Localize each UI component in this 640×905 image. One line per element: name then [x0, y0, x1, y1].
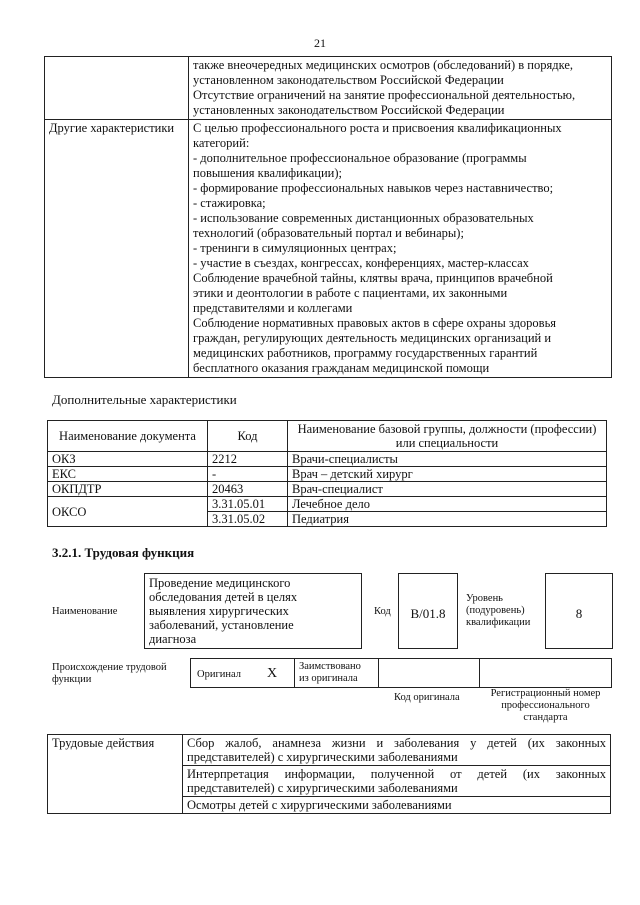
- text-line: - дополнительное профессиональное образование (программы: [193, 151, 527, 165]
- text-line: представителями и коллегами: [193, 301, 353, 315]
- text-line: категорий:: [193, 136, 250, 150]
- table-cell: -: [208, 467, 288, 482]
- labor-actions-label: Трудовые действия: [48, 735, 183, 814]
- text-line: диагноза: [149, 632, 197, 646]
- original-cell: [190, 658, 295, 688]
- original-mark: X: [267, 666, 278, 681]
- code-label: Код: [374, 606, 391, 617]
- text-line: Проведение медицинского: [149, 576, 291, 590]
- function-code-box: В/01.8: [398, 573, 458, 649]
- text-line: квалификации: [466, 617, 531, 628]
- table-row: [48, 497, 607, 512]
- table-row: [48, 482, 607, 497]
- table-cell: Врач – детский хирург: [288, 467, 607, 482]
- origin-label: [52, 662, 167, 686]
- text-line: - стажировка;: [193, 196, 266, 210]
- table-row: [45, 120, 612, 378]
- text-line: заболеваний, установление: [149, 618, 294, 632]
- row-content: [189, 57, 612, 120]
- text-line: Заимствовано: [299, 661, 361, 672]
- text-line: Соблюдение врачебной тайны, клятвы врача, принципов врачебной: [193, 271, 553, 285]
- table-cell: Лечебное дело: [288, 497, 607, 512]
- table-row: [48, 735, 611, 766]
- row-label: Другие характеристики: [45, 120, 189, 378]
- additional-characteristics-heading: Дополнительные характеристики: [52, 392, 237, 407]
- table-header-row: [48, 421, 607, 452]
- text-line: Регистрационный номер: [490, 688, 601, 699]
- text-line: (подуровень): [466, 605, 525, 616]
- text-line: этики и деонтологии в работе с пациентами, их законными: [193, 286, 508, 300]
- text-line: граждан, регулирующих деятельность медицинских организаций и: [193, 331, 552, 345]
- table-cell: 3.31.05.01: [208, 497, 288, 512]
- table-cell: 20463: [208, 482, 288, 497]
- text-line: обследования детей в целях: [149, 590, 298, 604]
- qualification-level-box: 8: [545, 573, 613, 649]
- table-cell: ЕКС: [48, 467, 208, 482]
- table-cell: ОКЗ: [48, 452, 208, 467]
- qualification-level-label: [466, 593, 530, 629]
- text-line: Происхождение трудовой: [52, 662, 167, 673]
- column-header: Наименование базовой группы, должности (профессии) или специальности: [288, 421, 607, 452]
- text-line: Осмотры детей с хирургическими заболеваниями: [187, 798, 452, 812]
- table-cell: Врач-специалист: [288, 482, 607, 497]
- text-line: также внеочередных медицинских осмотров (обследований) в порядке,: [193, 58, 574, 72]
- registration-number-label: [479, 688, 612, 724]
- section-heading: 3.2.1. Трудовая функция: [52, 545, 195, 560]
- registration-number-cell: [479, 658, 612, 688]
- table-cell: ОКПДТР: [48, 482, 208, 497]
- table-row: [48, 452, 607, 467]
- text-line: повышения квалификации);: [193, 166, 342, 180]
- borrowed-cell: [294, 658, 378, 688]
- text-line: - участие в съездах, конгрессах, конференциях, мастер-классах: [193, 256, 529, 270]
- text-line: С целью профессионального роста и присвоения квалификационных: [193, 121, 562, 135]
- labor-actions-table: [47, 734, 611, 814]
- text-line: - тренинги в симуляционных центрах;: [193, 241, 397, 255]
- action-item: [183, 797, 611, 814]
- text-line: выявления хирургических: [149, 604, 289, 618]
- action-item: [183, 766, 611, 797]
- text-line: профессионального: [501, 700, 590, 711]
- text-line: установленном законодательством Российской Федерации: [193, 73, 504, 87]
- row-content: [189, 120, 612, 378]
- classification-table: [47, 420, 607, 527]
- text-line: Соблюдение нормативных правовых актов в сфере охраны здоровья: [193, 316, 557, 330]
- action-item: [183, 735, 611, 766]
- table-row: [48, 467, 607, 482]
- page-number: 21: [314, 36, 326, 50]
- function-name-box: [144, 573, 362, 649]
- original-code-label: Код оригинала: [394, 692, 460, 703]
- text-line: бесплатного оказания гражданам медицинской помощи: [193, 361, 490, 375]
- table-cell: Педиатрия: [288, 512, 607, 527]
- text-line: представителей) с хирургическими заболеваниями: [187, 750, 458, 764]
- text-line: Сбор жалоб, анамнеза жизни и заболевания у детей (их законных: [187, 736, 606, 750]
- name-label: Наименование: [52, 606, 118, 617]
- text-line: Интерпретация информации, полученной от детей (их законных: [187, 767, 606, 781]
- column-header: Наименование документа: [48, 421, 208, 452]
- text-line: стандарта: [523, 712, 568, 723]
- original-code-cell: [378, 658, 480, 688]
- qualification-requirements-table: [44, 56, 612, 378]
- text-line: установленных законодательством Российской Федерации: [193, 103, 505, 117]
- table-row: [45, 57, 612, 120]
- text-line: медицинских работников, программу государственных гарантий: [193, 346, 538, 360]
- text-line: представителей) с хирургическими заболеваниями: [187, 781, 458, 795]
- row-label: [45, 57, 189, 120]
- text-line: из оригинала: [299, 673, 358, 684]
- table-cell: Врачи-специалисты: [288, 452, 607, 467]
- text-line: технологий (образовательный портал и вебинары);: [193, 226, 464, 240]
- original-label: Оригинал: [197, 669, 241, 680]
- table-cell: 3.31.05.02: [208, 512, 288, 527]
- text-line: - формирование профессиональных навыков через наставничество;: [193, 181, 554, 195]
- text-line: Отсутствие ограничений на занятие профессиональной деятельностью,: [193, 88, 576, 102]
- column-header: Код: [208, 421, 288, 452]
- text-line: Уровень: [466, 593, 503, 604]
- table-cell: ОКСО: [48, 497, 208, 527]
- table-cell: 2212: [208, 452, 288, 467]
- text-line: - использование современных дистанционных образовательных: [193, 211, 534, 225]
- text-line: функции: [52, 674, 92, 685]
